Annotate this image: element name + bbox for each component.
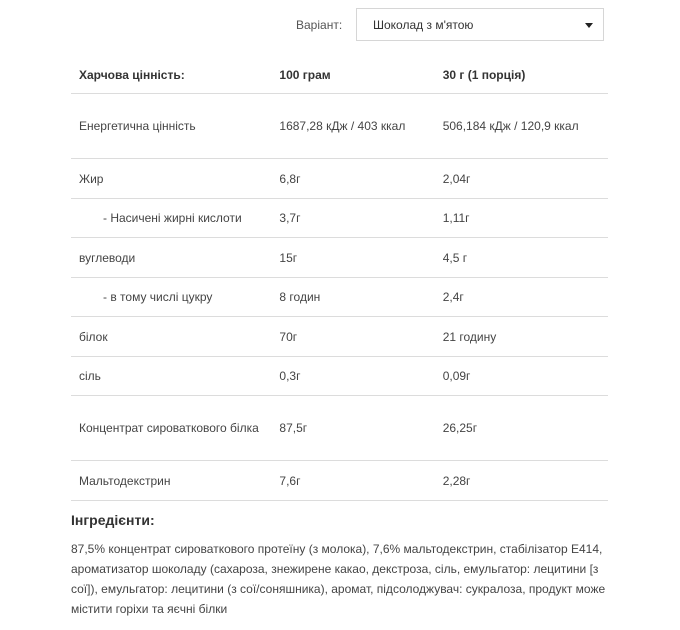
row-per-serving: 1,11г xyxy=(435,199,608,238)
row-per-serving: 0,09г xyxy=(435,357,608,396)
table-row xyxy=(71,357,608,396)
nutrition-header-row xyxy=(71,56,608,94)
row-per-serving: 4,5 г xyxy=(435,238,608,278)
header-per-100g: 100 грам xyxy=(271,56,434,94)
row-per-serving: 21 годину xyxy=(435,317,608,357)
row-per-100g: 6,8г xyxy=(271,159,434,199)
row-name: Мальтодекстрин xyxy=(71,461,271,501)
row-per-serving: 2,04г xyxy=(435,159,608,199)
row-per-100g: 15г xyxy=(271,238,434,278)
row-per-100g: 70г xyxy=(271,317,434,357)
header-nutrition-value: Харчова цінність: xyxy=(71,56,271,94)
table-row xyxy=(71,278,608,317)
row-per-100g: 0,3г xyxy=(271,357,434,396)
table-row xyxy=(71,94,608,159)
row-name: Енергетична цінність xyxy=(71,94,271,159)
row-name: Концентрат сироваткового білка xyxy=(71,396,271,461)
row-per-serving: 2,4г xyxy=(435,278,608,317)
row-name: білок xyxy=(71,317,271,357)
row-per-serving: 506,184 кДж / 120,9 ккал xyxy=(435,94,608,159)
variant-selected-value: Шоколад з м'ятою xyxy=(373,18,474,32)
table-row xyxy=(71,199,608,238)
row-name: - в тому числі цукру xyxy=(71,278,271,317)
row-per-100g: 8 годин xyxy=(271,278,434,317)
ingredients-text: 87,5% концентрат сироваткового протеїну (з молока), 7,6% мальтодекстрин, стабілізатор Е414, ароматизатор шоколаду (сахароза, знежирене какао, декстроза, сіль, емульгатор: лецитини [з сої]), емульгатор: лецитини (з сої/соняшника), аромат, підсолоджувач: сукралоза, продукт може містити горіхи та яєчні білки xyxy=(71,542,606,616)
row-per-100g: 7,6г xyxy=(271,461,434,501)
table-row xyxy=(71,396,608,461)
caret-down-icon xyxy=(585,23,593,28)
row-per-100g: 1687,28 кДж / 403 ккал xyxy=(271,94,434,159)
nutrition-table xyxy=(71,56,608,501)
row-name: - Насичені жирні кислоти xyxy=(71,199,271,238)
table-row xyxy=(71,317,608,357)
row-per-serving: 26,25г xyxy=(435,396,608,461)
row-name: Жир xyxy=(71,159,271,199)
table-row xyxy=(71,159,608,199)
row-name: сіль xyxy=(71,357,271,396)
row-per-100g: 87,5г xyxy=(271,396,434,461)
table-row xyxy=(71,461,608,501)
row-name: вуглеводи xyxy=(71,238,271,278)
variant-dropdown[interactable] xyxy=(356,8,604,41)
header-per-serving: 30 г (1 порція) xyxy=(435,56,608,94)
row-per-100g: 3,7г xyxy=(271,199,434,238)
table-row xyxy=(71,238,608,278)
variant-selector-row xyxy=(0,8,680,42)
ingredients-heading: Інгредієнти: xyxy=(71,512,155,528)
row-per-serving: 2,28г xyxy=(435,461,608,501)
variant-label: Варіант: xyxy=(296,18,343,32)
